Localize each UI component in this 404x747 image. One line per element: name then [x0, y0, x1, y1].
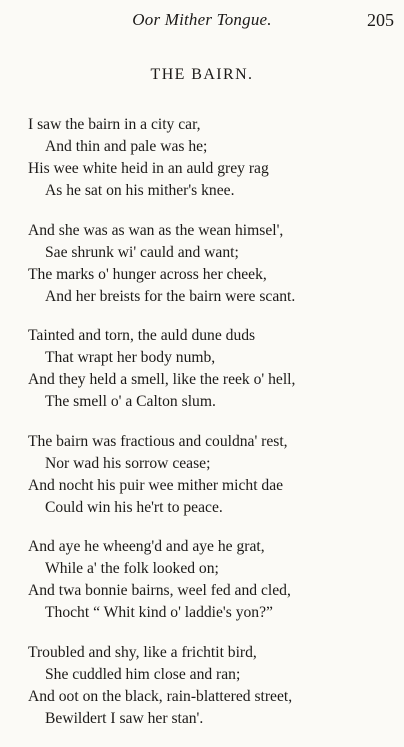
poem-line: Thocht “ Whit kind o' laddie's yon?”	[45, 604, 273, 621]
poem-line: And oot on the black, rain-blattered street,	[28, 687, 293, 705]
poem-line: That wrapt her body numb,	[45, 349, 216, 366]
stanza-1	[28, 114, 398, 202]
poem-line: Sae shrunk wi' cauld and want;	[45, 243, 239, 261]
running-title: Oor Mither Tongue.	[132, 10, 272, 29]
stanza-2	[28, 220, 398, 308]
poem-body	[28, 114, 398, 747]
poem-line: While a' the folk looked on;	[45, 560, 219, 577]
poem-line: And twa bonnie bairns, weel fed and cled,	[28, 582, 291, 599]
poem-line: Tainted and torn, the auld dune duds	[28, 327, 256, 344]
poem-line: And she was as wan as the wean himsel',	[28, 221, 284, 239]
poem-line: And aye he wheeng'd and aye he grat,	[28, 538, 265, 555]
poem-line: The marks o' hunger across her cheek,	[28, 265, 267, 283]
poem-line: The bairn was fractious and couldna' rest,	[28, 432, 288, 450]
poem-line: The smell o' a Calton slum.	[45, 393, 216, 410]
poem-line: She cuddled him close and ran;	[45, 665, 241, 683]
poem-line: Could win his he'rt to peace.	[45, 498, 223, 516]
poem-line: Bewildert I saw her stan'.	[45, 709, 204, 727]
poem-line: And they held a smell, like the reek o' hell,	[28, 371, 296, 388]
poem-line: And her breists for the bairn were scant.	[45, 287, 296, 305]
poem-title: THE BAIRN.	[150, 66, 254, 83]
poem-line: And nocht his puir wee mither micht dae	[28, 476, 284, 494]
poem-line: I saw the bairn in a city car,	[28, 116, 201, 133]
stanza-6	[28, 642, 398, 730]
stanza-4	[28, 431, 398, 519]
poem-line: As he sat on his mither's knee.	[45, 182, 235, 199]
running-head	[0, 10, 404, 32]
stanza-3	[28, 325, 398, 413]
stanza-5	[28, 536, 398, 624]
poem-line: His wee white heid in an auld grey rag	[28, 160, 269, 177]
poem-line: And thin and pale was he;	[45, 138, 208, 155]
poem-line: Troubled and shy, like a frichtit bird,	[28, 643, 257, 661]
poem-line: Nor wad his sorrow cease;	[45, 454, 211, 472]
page-number: 205	[367, 10, 394, 30]
